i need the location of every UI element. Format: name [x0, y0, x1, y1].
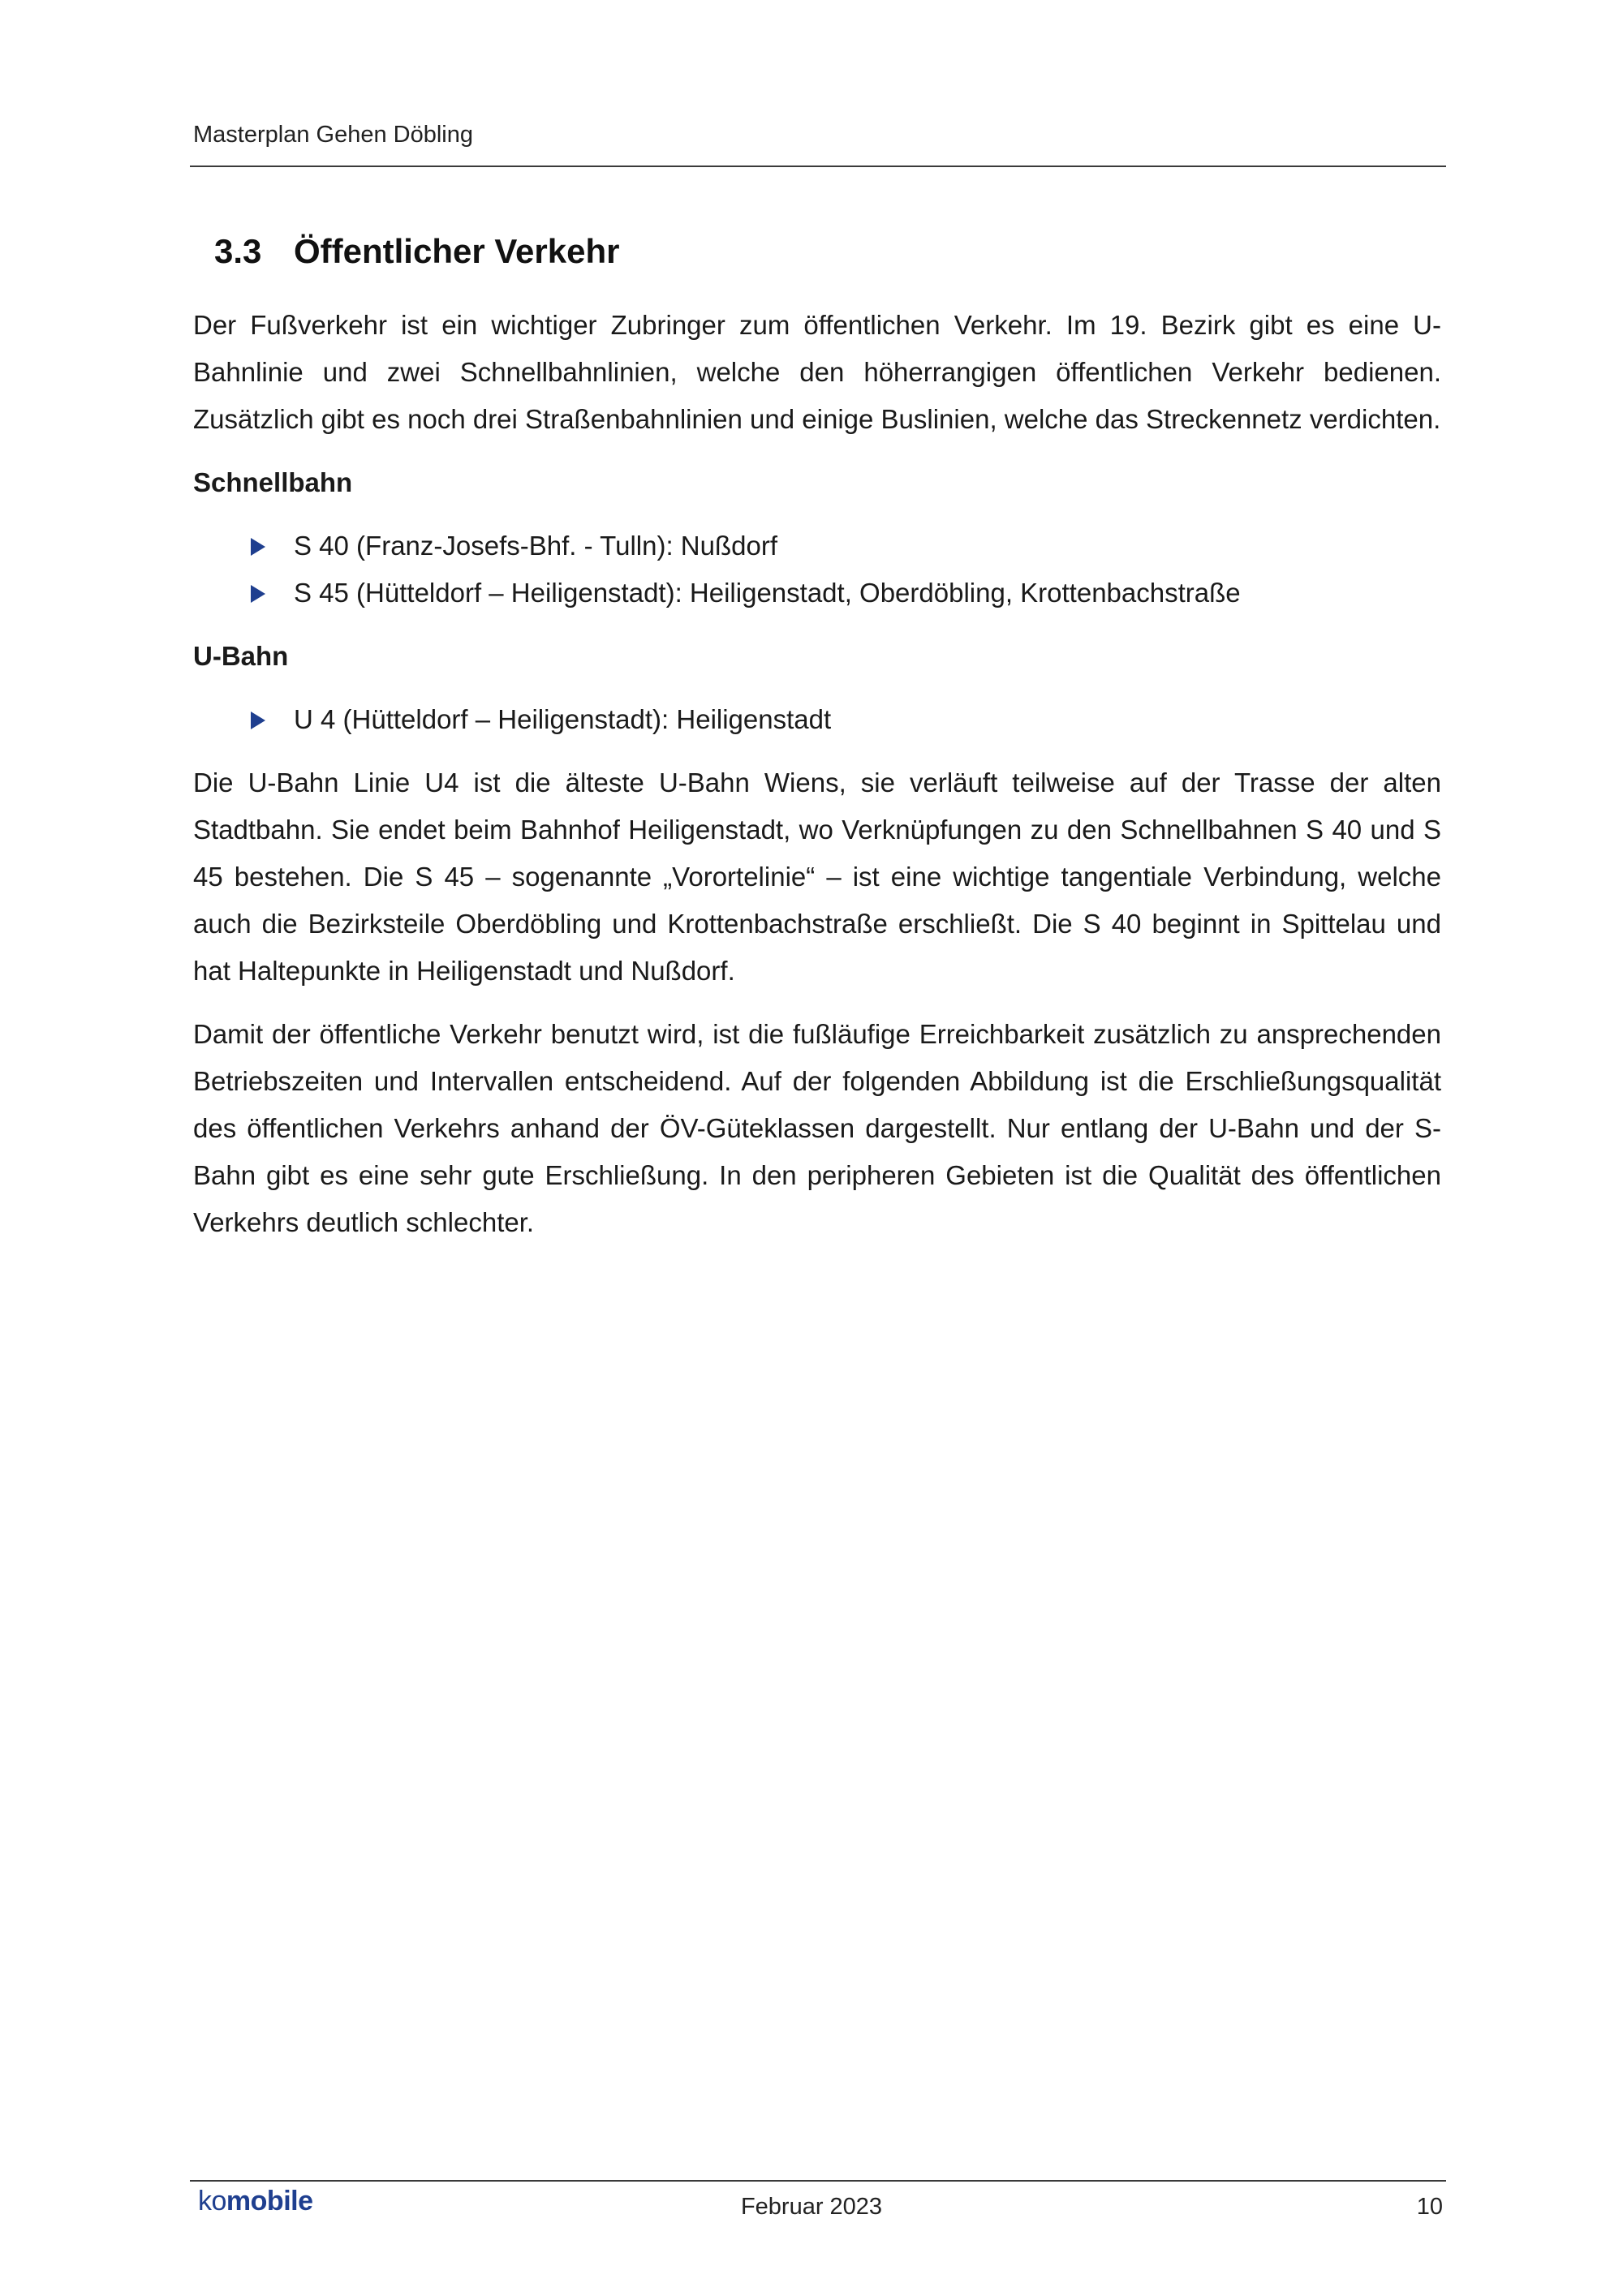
main-content: [193, 302, 1441, 1262]
section-heading: [214, 232, 619, 271]
list-item-text: U 4 (Hütteldorf – Heiligenstadt): Heiligenstadt: [294, 704, 832, 734]
footer-rule: [190, 2180, 1446, 2182]
header-rule: [190, 166, 1446, 167]
list-item-text: S 45 (Hütteldorf – Heiligenstadt): Heiligenstadt, Oberdöbling, Krottenbachstraße: [294, 578, 1241, 608]
logo-bold-text: mobile: [226, 2186, 313, 2216]
ubahn-list: [193, 696, 1441, 743]
logo-light-text: ko: [198, 2186, 226, 2216]
section-number: 3.3: [214, 232, 262, 270]
bullet-triangle-icon: [251, 712, 265, 729]
section-title: Öffentlicher Verkehr: [294, 232, 620, 270]
bullet-triangle-icon: [251, 538, 265, 556]
list-item: [193, 570, 1441, 617]
list-item: [193, 522, 1441, 570]
footer-date: Februar 2023: [740, 2194, 883, 2220]
header-title: Masterplan Gehen Döbling: [193, 122, 473, 148]
ubahn-heading: U-Bahn: [193, 641, 289, 671]
list-item-text: S 40 (Franz-Josefs-Bhf. - Tulln): Nußdorf: [294, 531, 778, 561]
intro-paragraph: Der Fußverkehr ist ein wichtiger Zubringer zum öffentlichen Verkehr. Im 19. Bezirk gibt es eine U-Bahnlinie und zwei Schnellbahnlinien, welche den höherrangigen öffentlichen Verkehr bedienen. Zusätzlich gibt es noch drei Straßenbahnlinien und einige Buslinien, welche das Streckennetz verdichten.: [193, 310, 1441, 434]
page-number: 10: [1416, 2194, 1443, 2220]
list-item: [193, 696, 1441, 743]
schnellbahn-list: [193, 522, 1441, 617]
bullet-triangle-icon: [251, 585, 265, 603]
body-paragraph: Damit der öffentliche Verkehr benutzt wird, ist die fußläufige Erreichbarkeit zusätzlich zu ansprechenden Betriebszeiten und Intervallen entscheidend. Auf der folgenden Abbildung ist die Erschließungsqualität des öffentlichen Verkehrs anhand der ÖV-Güteklassen dargestellt. Nur entlang der U-Bahn und der S-Bahn gibt es eine sehr gute Erschließung. In den peripheren Gebieten ist die Qualität des öffentlichen Verkehrs deutlich schlechter.: [193, 1019, 1441, 1237]
body-paragraph: Die U-Bahn Linie U4 ist die älteste U-Bahn Wiens, sie verläuft teilweise auf der Trasse der alten Stadtbahn. Sie endet beim Bahnhof Heiligenstadt, wo Verknüpfungen zu den Schnellbahnen S 40 und S 45 bestehen. Die S 45 – sogenannte „Vorortelinie“ – ist eine wichtige tangentiale Verbindung, welche auch die Bezirksteile Oberdöbling und Krottenbachstraße erschließt. Die S 40 beginnt in Spittelau und hat Haltepunkte in Heiligenstadt und Nußdorf.: [193, 767, 1441, 986]
schnellbahn-heading: Schnellbahn: [193, 467, 353, 497]
